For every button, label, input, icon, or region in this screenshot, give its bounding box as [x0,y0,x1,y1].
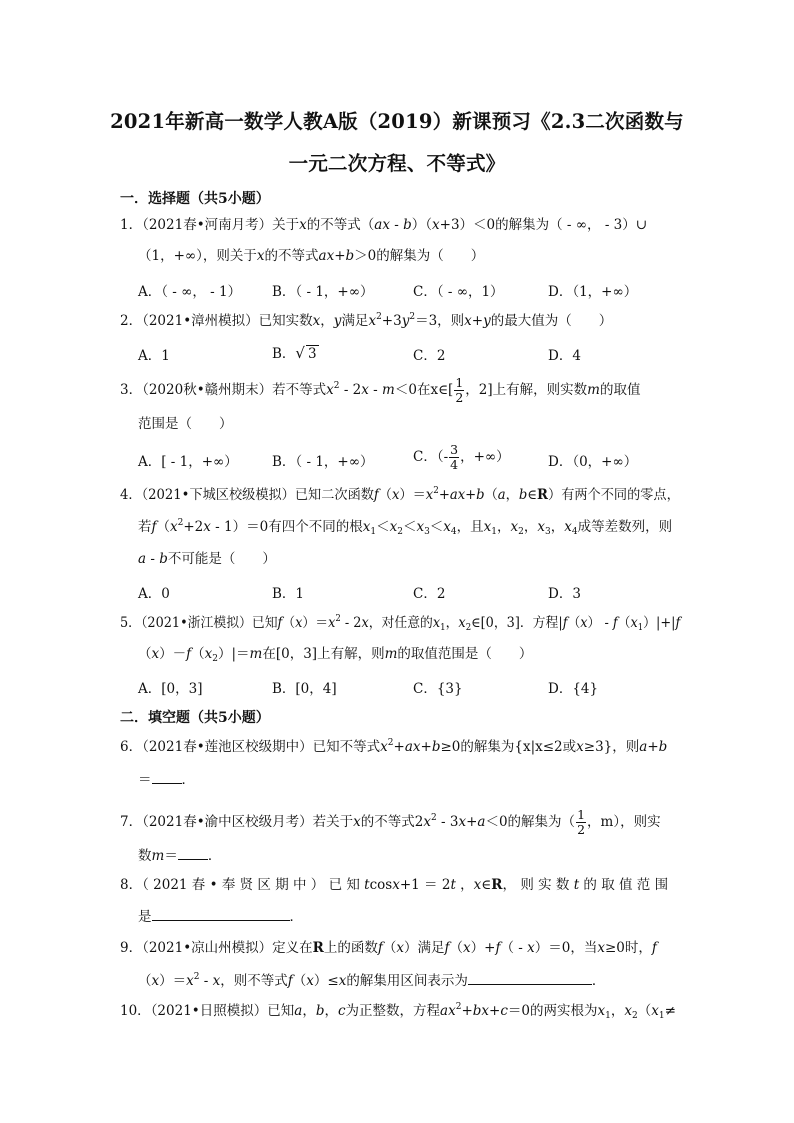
question-1-option-d: D．（1，+∞） [548,284,638,300]
question-10-line1: 10．（2021•日照模拟）已知a，b，c为正整数，方程$ax^2+bx+c=0$的两实根为$x_1$，$x_2(x_1\ne$ [120,1002,676,1021]
question-5-line1: 5．（2021•浙江模拟）已知$f(x)=x^2 - 2x$，对任意的$x_1$，$x_2\in[0$，3]．方程$|f(x) - f(x_1)|+|f$ [120,614,681,633]
question-9-line1: 9．（2021•凉山州模拟）定义在R上的函数f（x）满足f（x）+f（ - x）＝0，当x≥0时，f [120,940,657,956]
question-3-option-b: B．（ - 1，+∞） [272,454,374,470]
answer-blank[interactable] [178,845,208,860]
document-title-line2: 一元二次方程、不等式》 [288,152,506,175]
question-5-option-a: A．[0，3] [138,681,203,697]
answer-blank[interactable] [152,769,182,784]
question-5-option-d: D．{4} [548,681,599,697]
question-3-line1: 3．（2020秋•赣州期末）若不等式$x^2 - 2x - m<0$在x∈[ $\frac{1}{2}$ ，2]上有解，则实数m的取值 [120,375,641,405]
question-1-line2: （1，+∞），则关于x的不等式ax+b＞0的解集为（ ） [138,248,485,264]
question-1-option-a: A．（ - ∞， - 1） [138,284,242,300]
question-8-line2: 是 ． [138,906,303,926]
question-5-line2: $(x)-f(x_2)|=m$在[0，3]上有解，则m的取值范围是（ ） [138,646,533,664]
question-5-option-b: B．[0，4] [272,681,337,697]
question-4-line3: a - b不可能是（ ） [138,551,276,567]
question-3-option-c: C．（- $\frac{3}{4}$ ，+∞） [413,442,510,472]
fraction-one-half: $\frac{1}{2}$ [577,807,586,837]
answer-blank[interactable] [468,970,592,985]
question-1-option-c: C．（ - ∞，1） [413,284,504,300]
question-3-line2: 范围是（ ） [138,416,233,432]
question-6-line2: ＝ ． [138,769,195,789]
answer-blank[interactable] [152,906,290,921]
question-7-line1: 7．（2021春•渝中区校级月考）若关于x的不等式$2x^2 - 3x+a<0$的解集为（ $\frac{1}{2}$ ，m），则实 [120,807,661,837]
question-4-option-d: D．3 [548,586,581,602]
question-4-line2: 若$f(x^2+2x - 1)=0$有四个不同的根$x_1<x_2<x_3<x_4$，且$x_1$，$x_2$，$x_3$，$x_4$成等差数列，则 [138,518,673,537]
question-5-option-c: C．{3} [413,681,463,697]
question-4-option-b: B．1 [272,586,305,602]
question-4-option-a: A．0 [138,586,170,602]
question-2-option-c: C．2 [413,348,446,364]
question-3-option-a: A．[ - 1，+∞） [138,454,238,470]
question-2-option-a: A．1 [138,348,170,364]
document-title-line1: 2021年新高一数学人教A版（2019）新课预习《2.3二次函数与 [110,110,684,133]
section-heading-fill-in: 二．填空题（共5小题） [120,710,270,726]
question-2-option-b: B．√ 3 [272,344,317,362]
fraction-one-half: $\frac{1}{2}$ [455,375,464,405]
question-3-option-d: D．（0，+∞） [548,454,638,470]
question-7-line2: 数m＝ ． [138,845,221,865]
sqrt-radicand: 3 [307,346,317,362]
question-6-line1: 6．（2021春•莲池区校级期中）已知不等式$x^2+ax+b\ge 0$的解集为{x|x≤2或x≥3}，则a+b [120,738,668,755]
question-4-line1: 4．（2021•下城区校级模拟）已知二次函数$f(x)=x^2+ax+b(a$，b∈R）有两个不同的零点， [120,486,680,503]
question-2-option-d: D．4 [548,348,581,364]
question-1-line1: 1．（2021春•河南月考）关于x的不等式（ax - b）（x+3）＜0的解集为（ - ∞， - 3）∪ [120,217,648,233]
question-1-option-b: B．（ - 1，+∞） [272,284,374,300]
fraction-three-quarters: $\frac{3}{4}$ [450,442,459,472]
section-heading-multiple-choice: 一．选择题（共5小题） [120,191,270,207]
question-9-line2: $(x)=x^2 - x$，则不等式f（x）≤x的解集用区间表示为 ． [138,972,606,989]
question-2-line1: 2．（2021•漳州模拟）已知实数x，y满足$x^2+3y^2=3$，则x+y的最大值为（ ） [120,312,613,329]
question-4-option-c: C．2 [413,586,446,602]
question-8-line1: 8．（ 2021 春 • 奉 贤 区 期 中 ） 已 知 tcosx+1 ＝ 2t ，x∈R， 则 实 数 t 的 取 值 范 围 [120,877,669,893]
